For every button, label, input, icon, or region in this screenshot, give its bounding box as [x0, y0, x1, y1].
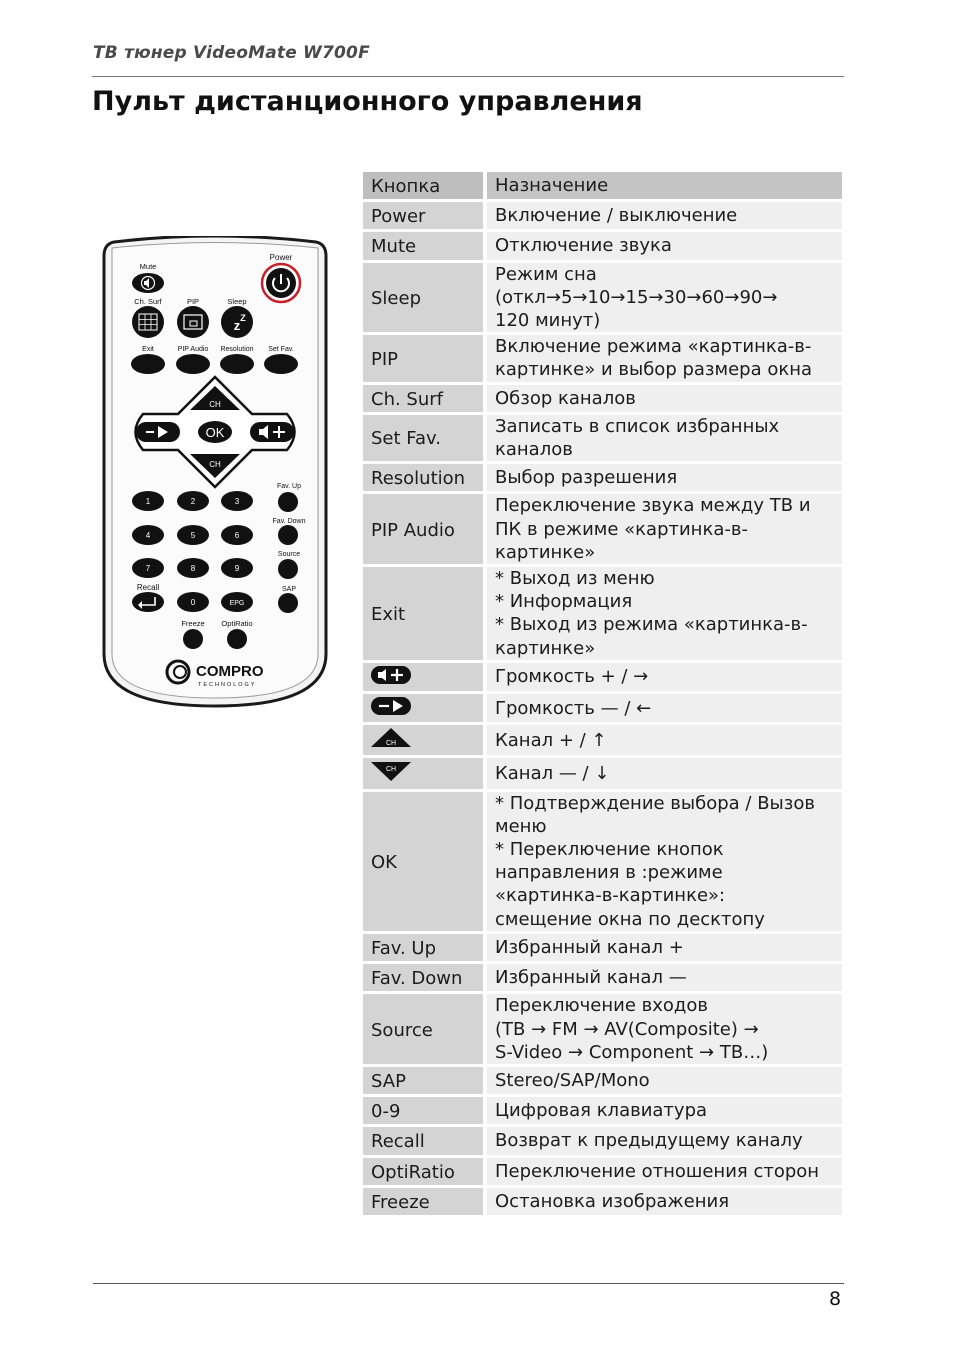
description-line: Обзор каналов: [495, 387, 636, 409]
remote-label-mute: Mute: [139, 262, 157, 271]
table-row: [363, 335, 842, 381]
row-description: [483, 263, 842, 333]
row-key: Freeze: [363, 1188, 483, 1215]
digit-6: 6: [234, 531, 240, 540]
description-line: картинке»: [495, 637, 596, 659]
description-line: Включение / выключение: [495, 205, 738, 227]
brand-name: COMPRO: [196, 663, 264, 680]
remote-label-resolution: Resolution: [220, 346, 254, 353]
svg-text:Z: Z: [240, 313, 246, 323]
row-key: Fav. Down: [363, 964, 483, 991]
remote-label-ok: OK: [205, 425, 225, 440]
row-key: Set Fav.: [363, 415, 483, 461]
channel-down-icon: [371, 761, 411, 787]
description-line: Канал + / ↑: [495, 729, 607, 751]
digit-9: 9: [234, 564, 240, 573]
row-description: [483, 202, 842, 229]
row-description: [483, 792, 842, 931]
grid-icon: [132, 306, 164, 338]
digit-7: 7: [145, 564, 151, 573]
volume-up-icon: [250, 422, 294, 442]
table-row: [363, 1127, 842, 1154]
table-row: [363, 202, 842, 229]
table-row: [363, 1097, 842, 1124]
remote-control-illustration: [102, 236, 328, 708]
source-button: [278, 559, 298, 579]
description-line: Режим сна: [495, 263, 597, 285]
footer-rule: [93, 1283, 844, 1284]
sap-button: [278, 593, 298, 613]
description-line: Выбор разрешения: [495, 467, 678, 489]
row-key: PIP: [363, 335, 483, 381]
digit-4: 4: [145, 531, 151, 540]
set-fav-button: [264, 354, 298, 374]
sleep-icon: [221, 306, 253, 338]
page-number: 8: [829, 1288, 842, 1310]
row-description: [483, 1097, 842, 1124]
description-line: ПК в режиме «картинка-в-: [495, 518, 748, 540]
volume-down-icon: [371, 697, 411, 721]
pip-audio-button: [176, 354, 210, 374]
description-line: Канал — / ↓: [495, 762, 610, 784]
digit-2: 2: [190, 497, 196, 506]
row-key: OptiRatio: [363, 1158, 483, 1185]
table-row: [363, 934, 842, 961]
remote-label-ch-down: CH: [209, 460, 221, 469]
description-line: 120 минут): [495, 310, 601, 332]
remote-label-set-fav: Set Fav.: [268, 346, 294, 353]
table-row: [363, 725, 842, 755]
row-key: Recall: [363, 1127, 483, 1154]
row-key: 0-9: [363, 1097, 483, 1124]
remote-label-pip: PIP: [186, 297, 200, 306]
description-line: * Подтверждение выбора / Вызов: [495, 792, 815, 814]
remote-label-sleep: Sleep: [227, 297, 247, 306]
table-row: [363, 415, 842, 461]
table-row: [363, 964, 842, 991]
table-row: [363, 385, 842, 412]
fav-down-button: [278, 525, 298, 545]
table-row: [363, 792, 842, 931]
digit-5: 5: [190, 531, 196, 540]
table-row: [363, 464, 842, 491]
description-line: смещение окна по десктопу: [495, 908, 765, 930]
table-row: [363, 494, 842, 564]
row-description: [483, 567, 842, 660]
row-key: SAP: [363, 1067, 483, 1094]
freeze-button: [183, 629, 203, 649]
digit-1: 1: [145, 497, 151, 506]
exit-button: [131, 354, 165, 374]
description-line: * Переключение кнопок: [495, 839, 724, 861]
row-key: Mute: [363, 232, 483, 259]
resolution-button: [220, 354, 254, 374]
row-description: [483, 1127, 842, 1154]
table-row: [363, 1158, 842, 1185]
row-key-icon-cell: [363, 725, 483, 755]
table-row: [363, 994, 842, 1064]
description-line: картинке» и выбор размера окна: [495, 359, 813, 381]
remote-label-exit: Exit: [142, 346, 154, 353]
description-line: * Выход из меню: [495, 568, 655, 590]
page-title: Пульт дистанционного управления: [92, 86, 643, 117]
description-line: Переключение отношения сторон: [495, 1160, 820, 1182]
description-line: меню: [495, 815, 547, 837]
row-description: [483, 335, 842, 381]
volume-down-icon: [136, 422, 180, 442]
row-description: [483, 415, 842, 461]
column-header-desc: Назначение: [483, 172, 842, 199]
digit-3: 3: [234, 497, 240, 506]
remote-label-source: Source: [277, 551, 301, 558]
description-line: Избранный канал —: [495, 967, 687, 989]
table-row: [363, 232, 842, 259]
brand-subtitle: TECHNOLOGY: [198, 682, 257, 688]
description-line: Возврат к предыдущему каналу: [495, 1130, 803, 1152]
description-line: картинке»: [495, 541, 596, 563]
remote-label-freeze: Freeze: [181, 619, 205, 628]
remote-label-epg: EPG: [229, 600, 245, 607]
power-icon: [262, 264, 300, 302]
remote-label-sap: SAP: [281, 586, 297, 593]
row-key: Source: [363, 994, 483, 1064]
row-key: Resolution: [363, 464, 483, 491]
table-row: [363, 1188, 842, 1215]
description-line: Громкость — / ←: [495, 697, 652, 719]
svg-text:z: z: [233, 318, 241, 333]
row-description: [483, 1158, 842, 1185]
row-key: Fav. Up: [363, 934, 483, 961]
row-description: [483, 385, 842, 412]
channel-up-icon: [371, 728, 411, 754]
row-description: [483, 694, 842, 722]
row-key-icon-cell: [363, 663, 483, 691]
description-line: * Выход из режима «картинка-в-: [495, 614, 808, 636]
description-line: S-Video → Component → ТВ…): [495, 1041, 769, 1063]
description-line: каналов: [495, 439, 573, 461]
remote-label-ch-surf: Ch. Surf: [134, 297, 162, 306]
running-title: ТВ тюнер VideoMate W700F: [93, 43, 370, 63]
description-line: Отключение звука: [495, 235, 672, 257]
table-row: [363, 1067, 842, 1094]
row-key: Sleep: [363, 263, 483, 333]
remote-label-optiratio: OptiRatio: [221, 619, 253, 628]
row-description: [483, 494, 842, 564]
row-key-icon-cell: [363, 694, 483, 722]
remote-label-pip-audio: PIP Audio: [177, 346, 209, 353]
row-key: OK: [363, 792, 483, 931]
table-header-row: [363, 172, 842, 199]
description-line: (ТВ → FM → AV(Composite) →: [495, 1018, 759, 1040]
row-description: [483, 464, 842, 491]
row-description: [483, 758, 842, 788]
table-row: [363, 694, 842, 722]
recall-arrow-icon: [132, 592, 164, 612]
table-row: [363, 567, 842, 660]
remote-label-power: Power: [269, 253, 293, 262]
description-line: направления в :режиме: [495, 862, 723, 884]
digit-0: 0: [190, 598, 196, 607]
optiratio-button: [227, 629, 247, 649]
mute-icon: [132, 273, 164, 293]
table-row: [363, 758, 842, 788]
row-description: [483, 994, 842, 1064]
description-line: Переключение звука между ТВ и: [495, 495, 811, 517]
description-line: Записать в список избранных: [495, 415, 780, 437]
description-line: Избранный канал +: [495, 936, 684, 958]
svg-text:CH: CH: [385, 766, 397, 774]
row-key: Exit: [363, 567, 483, 660]
description-line: Переключение входов: [495, 995, 708, 1017]
row-key: Ch. Surf: [363, 385, 483, 412]
remote-label-fav-up: Fav. Up: [277, 483, 301, 490]
description-line: Остановка изображения: [495, 1190, 730, 1212]
svg-text:CH: CH: [385, 740, 397, 748]
row-description: [483, 1067, 842, 1094]
row-description: [483, 964, 842, 991]
description-line: Stereo/SAP/Mono: [495, 1069, 650, 1091]
button-function-table: [363, 169, 842, 1218]
volume-up-icon: [371, 666, 411, 690]
row-key-icon-cell: [363, 758, 483, 788]
description-line: * Информация: [495, 591, 633, 613]
row-description: [483, 663, 842, 691]
description-line: (откл→5→10→15→30→60→90→: [495, 286, 778, 308]
table-row: [363, 263, 842, 333]
table-row: [363, 663, 842, 691]
row-description: [483, 1188, 842, 1215]
row-key: PIP Audio: [363, 494, 483, 564]
row-description: [483, 725, 842, 755]
remote-label-fav-down: Fav. Down: [272, 518, 306, 525]
header-rule: [92, 76, 844, 77]
description-line: Цифровая клавиатура: [495, 1100, 708, 1122]
pip-icon: [177, 306, 209, 338]
fav-up-button: [278, 492, 298, 512]
column-header-key: Кнопка: [363, 172, 483, 199]
description-line: Включение режима «картинка-в-: [495, 336, 812, 358]
description-line: Громкость + / →: [495, 666, 649, 688]
description-line: «картинка-в-картинке»:: [495, 885, 726, 907]
remote-label-ch-up: CH: [209, 400, 221, 409]
row-description: [483, 934, 842, 961]
row-description: [483, 232, 842, 259]
remote-label-recall: Recall: [136, 583, 160, 592]
digit-8: 8: [190, 564, 196, 573]
row-key: Power: [363, 202, 483, 229]
